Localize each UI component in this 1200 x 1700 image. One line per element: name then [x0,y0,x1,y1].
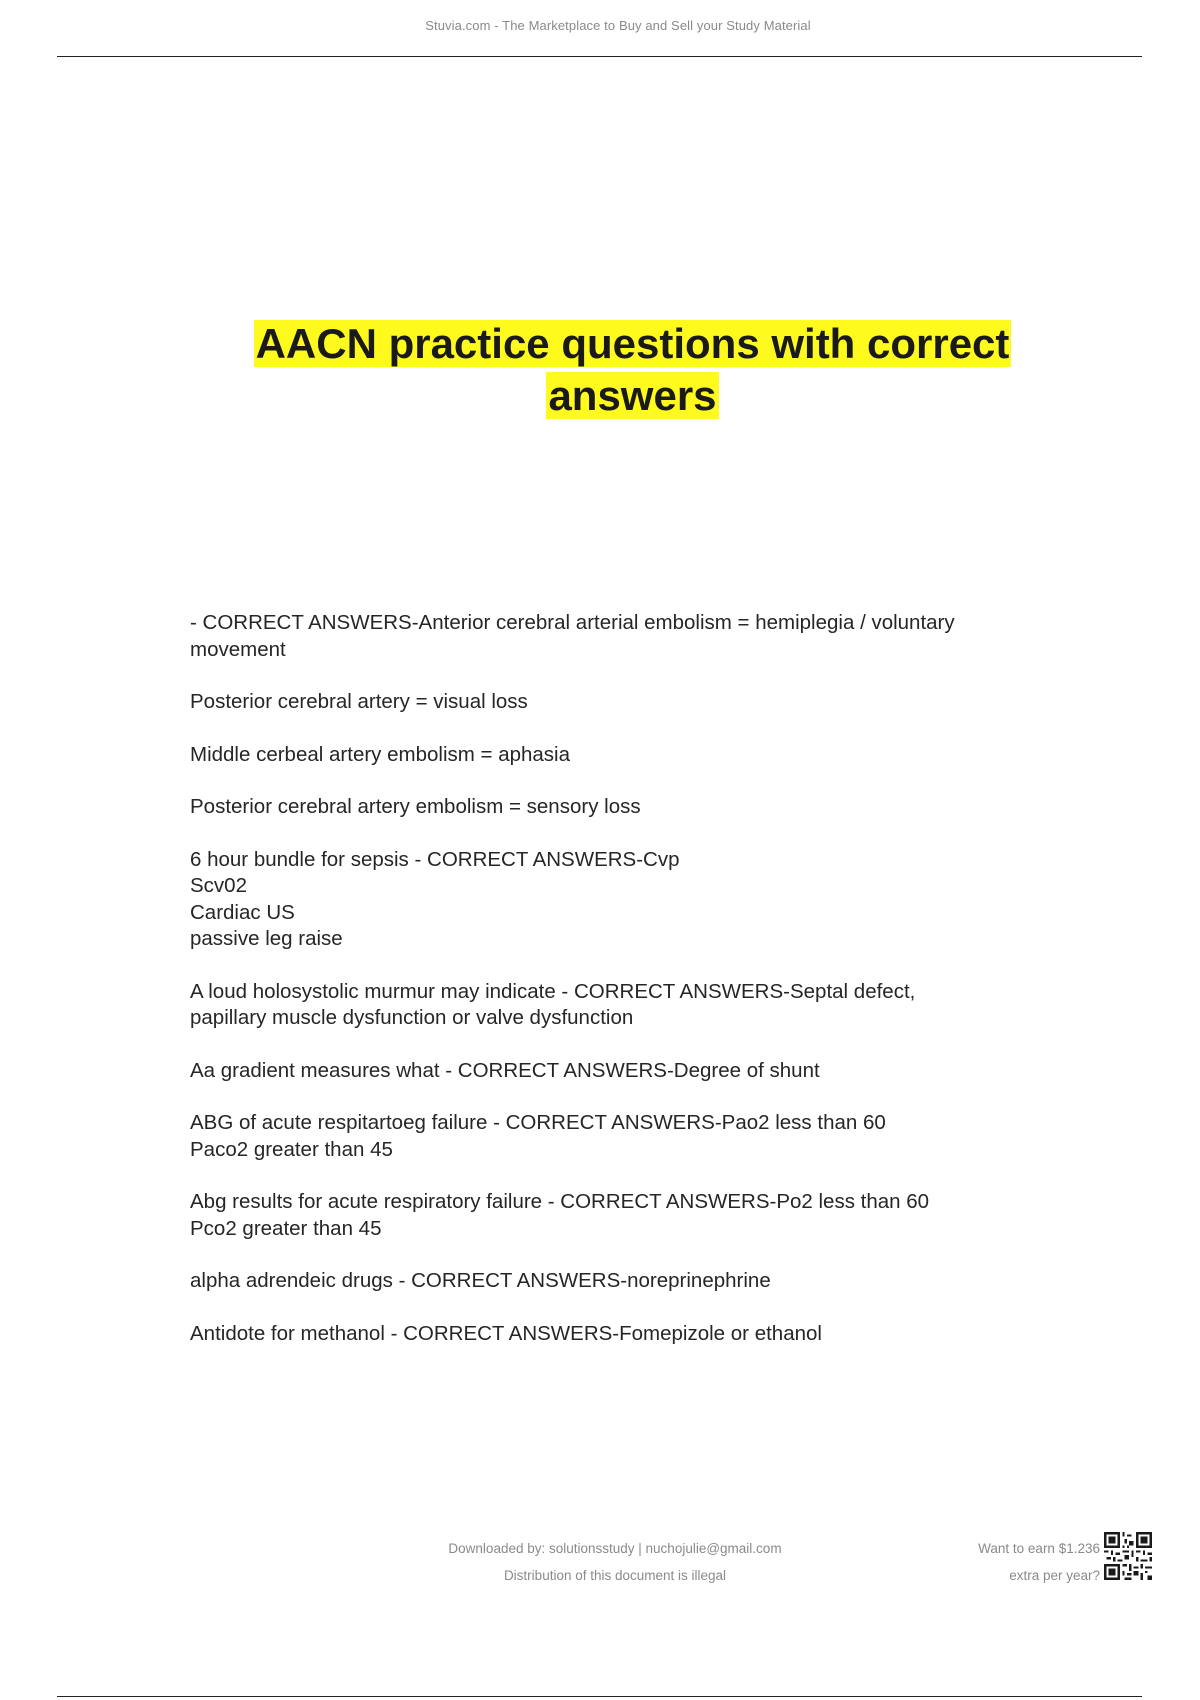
qa-entry [190,1110,1070,1163]
qa-entry-line: Middle cerbeal artery embolism = aphasia [190,742,571,766]
qa-entry [190,847,1070,953]
document-title [190,318,1075,422]
earn-promo-line-2: extra per year? [1009,1568,1100,1583]
qa-entry-line: Cardiac US [190,900,295,924]
qa-entry [190,794,1070,821]
qa-entry-line: Pco2 greater than 45 [190,1216,382,1240]
downloaded-by-text: Downloaded by: solutionsstudy | nuchojulie@gmail.com [448,1541,782,1556]
footer-divider [57,1696,1142,1697]
qa-entry-line: 6 hour bundle for sepsis - CORRECT ANSWERS-Cvp [190,847,680,871]
header-divider [57,56,1142,57]
qa-entry [190,689,1070,716]
qa-entry-line: - CORRECT ANSWERS-Anterior cerebral arterial embolism = hemiplegia / voluntary [190,611,955,634]
qa-content [190,610,1070,1373]
qa-entry-line: movement [190,637,286,661]
qr-code-icon[interactable] [1104,1532,1152,1580]
distribution-notice: Distribution of this document is illegal [503,1568,727,1583]
qa-entry [190,1189,1070,1242]
title-line-1: AACN practice questions with correct [255,320,1010,367]
qa-entry-line: alpha adrendeic drugs - CORRECT ANSWERS-noreprinephrine [190,1269,771,1292]
qa-entry-line: Scv02 [190,874,247,897]
qa-entry [190,1058,1070,1085]
qa-entry-line: Posterior cerebral artery embolism = sensory loss [190,795,641,818]
qa-entry-line: Aa gradient measures what - CORRECT ANSWERS-Degree of shunt [190,1058,820,1082]
qa-entry-line: papillary muscle dysfunction or valve dysfunction [190,1006,634,1029]
qa-entry-line: ABG of acute respitartoeg failure - CORRECT ANSWERS-Pao2 less than 60 [190,1111,886,1134]
download-info [390,1535,840,1589]
qa-entry [190,742,1070,769]
qa-entry [190,1321,1070,1348]
qa-entry-line: Paco2 greater than 45 [190,1137,393,1161]
qa-entry-line: A loud holosystolic murmur may indicate - CORRECT ANSWERS-Septal defect, [190,979,916,1003]
title-line-2: answers [548,372,717,419]
qa-entry [190,610,1070,663]
earn-promo-line-1: Want to earn $1.236 [978,1541,1100,1556]
qa-entry [190,979,1070,1032]
qa-entry-line: passive leg raise [190,927,343,950]
site-header-text: Stuvia.com - The Marketplace to Buy and Sell your Study Material [425,18,811,33]
qa-entry-line: Abg results for acute respiratory failure - CORRECT ANSWERS-Po2 less than 60 [190,1190,930,1213]
earn-promo[interactable] [920,1535,1100,1589]
qa-entry-line: Antidote for methanol - CORRECT ANSWERS-Fomepizole or ethanol [190,1321,822,1345]
qa-entry-line: Posterior cerebral artery = visual loss [190,690,528,713]
qa-entry [190,1268,1070,1295]
